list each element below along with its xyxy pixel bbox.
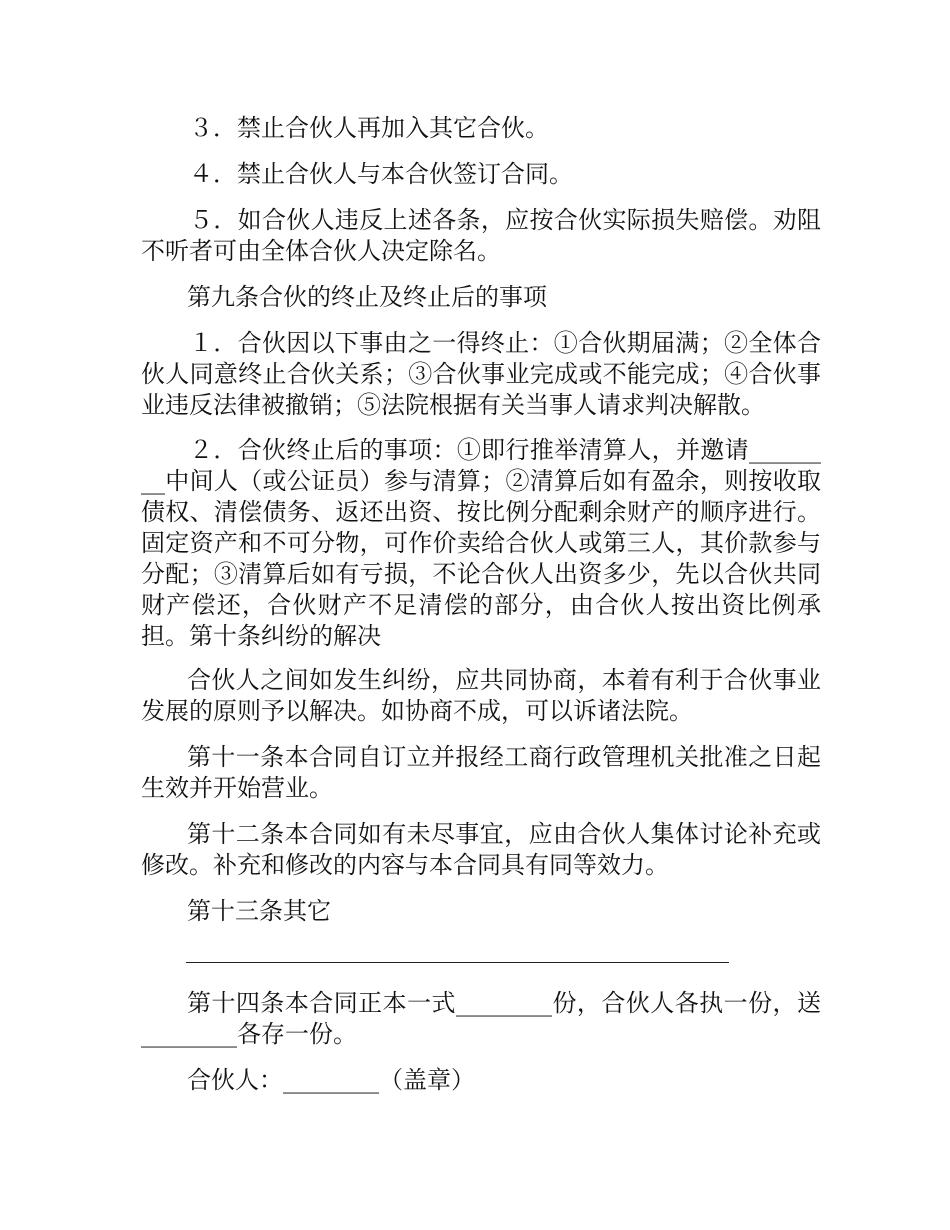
clause-10-body: 合伙人之间如发生纠纷，应共同协商，本着有利于合伙事业发展的原则予以解决。如协商不成，可以诉诸法院。 (141, 666, 821, 725)
blank-line-divider (186, 962, 729, 963)
clause-14: 第十四条本合同正本一式________份，合伙人各执一份，送________各存一份。 (141, 989, 821, 1048)
clause-8-item-3: ３．禁止合伙人再加入其它合伙。 (189, 114, 549, 142)
clause-8-item-5: ５．如合伙人违反上述各条，应按合伙实际损失赔偿。劝阻不听者可由全体合伙人决定除名。 (141, 206, 821, 265)
clause-8-item-4: ４．禁止合伙人与本合伙签订合同。 (189, 160, 573, 188)
clause-11: 第十一条本合同自订立并报经工商行政管理机关批准之日起生效并开始营业。 (141, 743, 821, 802)
clause-9-item-1: １．合伙因以下事由之一得终止：①合伙期届满；②全体合伙人同意终止合伙关系；③合伙事业完成或不能完成；④合伙事业违反法律被撤销；⑤法院根据有关当事人请求判决解散。 (141, 329, 821, 419)
clause-12: 第十二条本合同如有未尽事宜，应由合伙人集体讨论补充或修改。补充和修改的内容与本合同具有同等效力。 (141, 820, 821, 879)
clause-9-item-2: ２．合伙终止后的事项：①即行推举清算人，并邀请________中间人（或公证员）参与清算；②清算后如有盈余，则按收取债权、清偿债务、返还出资、按比例分配剩余财产的顺序进行。固定资产和不可分物，可作价卖给合伙人或第三人，其价款参与分配；③清算后如有亏损，不论合伙人出资多少，先以合伙共同财产偿还，合伙财产不足清偿的部分，由合伙人按出资比例承担。第十条纠纷的解决 (141, 436, 821, 650)
clause-13: 第十三条其它 (187, 897, 331, 925)
clause-9-heading: 第九条合伙的终止及终止后的事项 (187, 283, 547, 311)
partner-signature-line: 合伙人：________（盖章） (187, 1066, 475, 1094)
